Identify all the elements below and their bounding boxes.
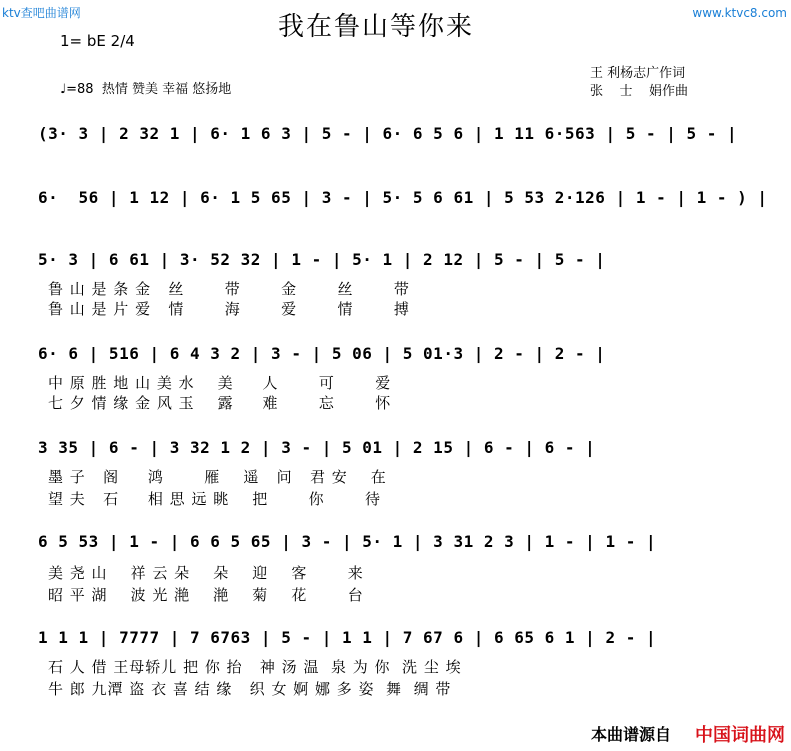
lyric-verse-1: 墨 子 阁 鸿 雁 遥 问 君 安 在 xyxy=(48,468,387,486)
notation-line: 6· 6 | 516 | 6 4 3 2 | 3 - | 5 06 | 5 01·3 | 2 - | 2 - | xyxy=(38,344,606,363)
notation-line: (3· 3 | 2 32 1 | 6· 1 6 3 | 5 - | 6· 6 5 6 | 1 11 6·563 | 5 - | 5 - | xyxy=(38,124,738,143)
tempo-marking: ♩=88 热情 赞美 幸福 悠扬地 xyxy=(60,82,232,97)
lyric-verse-2: 昭 平 湖 波 光 滟 滟 菊 花 台 xyxy=(48,586,364,604)
lyric-verse-1: 石 人 借 王母轿儿 把 你 抬 神 汤 温 泉 为 你 洗 尘 埃 xyxy=(48,658,462,676)
song-title: 我在鲁山等你来 xyxy=(278,12,475,42)
lyric-verse-1: 中 原 胜 地 山 美 水 美 人 可 爱 xyxy=(48,374,392,392)
watermark-top-left: ktv查吧曲谱网 xyxy=(2,6,81,20)
notation-line: 6· 56 | 1 12 | 6· 1 5 65 | 3 - | 5· 5 6 61 | 5 53 2·126 | 1 - | 1 - ) | xyxy=(38,188,768,207)
notation-line: 1 1 1 | 7777 | 7 6763 | 5 - | 1 1 | 7 67 6 | 6 65 6 1 | 2 - | xyxy=(38,628,657,647)
lyric-verse-1: 美 尧 山 祥 云 朵 朵 迎 客 来 xyxy=(48,564,364,582)
lyric-verse-2: 鲁 山 是 片 爱 情 海 爱 情 搏 xyxy=(48,300,410,318)
lyric-verse-2: 七 夕 情 缘 金 风 玉 露 难 忘 怀 xyxy=(48,394,392,412)
source-site-link[interactable]: 中国词曲网 xyxy=(695,725,785,746)
lyric-verse-2: 牛 郎 九潭 盗 衣 喜 结 缘 织 女 婀 娜 多 姿 舞 绸 带 xyxy=(48,680,452,698)
notation-line: 5· 3 | 6 61 | 3· 52 32 | 1 - | 5· 1 | 2 12 | 5 - | 5 - | xyxy=(38,250,606,269)
lyricist-credit: 王 利杨志广作词 xyxy=(590,66,686,81)
composer-credit: 张 士 娟作曲 xyxy=(590,84,689,99)
key-signature: 1= bE 2/4 xyxy=(60,32,135,50)
lyric-verse-1: 鲁 山 是 条 金 丝 带 金 丝 带 xyxy=(48,280,410,298)
watermark-top-right: www.ktvc8.com xyxy=(692,6,787,20)
notation-line: 3 35 | 6 - | 3 32 1 2 | 3 - | 5 01 | 2 15 | 6 - | 6 - | xyxy=(38,438,596,457)
notation-line: 6 5 53 | 1 - | 6 6 5 65 | 3 - | 5· 1 | 3 31 2 3 | 1 - | 1 - | xyxy=(38,532,657,551)
source-label: 本曲谱源自 xyxy=(590,725,671,744)
lyric-verse-2: 望 夫 石 相 思 远 眺 把 你 待 xyxy=(48,490,382,508)
